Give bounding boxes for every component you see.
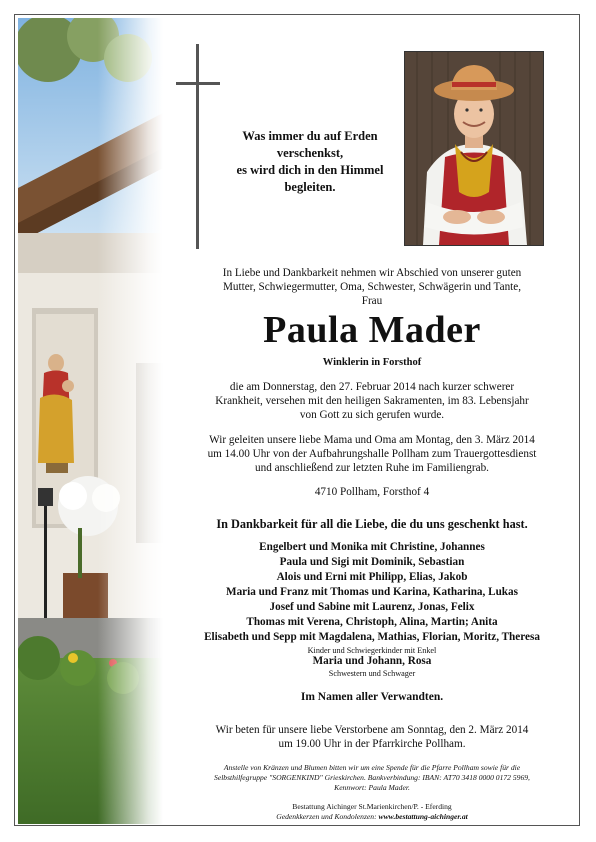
family-line: Elisabeth und Sepp mit Magdalena, Mathias, Florian, Moritz, Theresa [204,631,540,643]
address: 4710 Pollham, Forsthof 4 [314,486,430,498]
undertaker-name: Bestattung Aichinger St.Marienkirchen/P. - Eferding [292,802,452,811]
deceased-subtitle: Winklerin in Forsthof [322,357,422,368]
condolence-label: Gedenkkerzen und Kondolenzen: [276,812,377,821]
siblings-caption: Schwestern und Schwager [328,669,416,678]
notice-line: Anstelle von Kränzen und Blumen bitten wir um eine Spende für die Pfarre Pollham sowie für die [223,763,521,772]
funeral-line: um 14.00 Uhr von der Aufbahrungshalle Pollham zum Trauergottesdienst [207,448,537,460]
funeral-line: Wir geleiten unsere liebe Mama und Oma am Montag, den 3. März 2014 [209,434,535,446]
donation-notice [168,763,576,793]
quote-line: verschenkst, [276,146,344,160]
family-line: Alois und Erni mit Philipp, Elias, Jakob [276,571,468,583]
portrait-photo [404,51,544,246]
family-list [168,540,576,656]
relatives-line: Im Namen aller Verwandten. [300,691,444,703]
mass-line: Wir beten für unsere liebe Verstorbene am Sonntag, den 2. März 2014 [215,724,529,736]
family-line: Paula und Sigi mit Dominik, Sebastian [279,556,465,568]
family-line: Thomas mit Verena, Christoph, Alina, Martin; Anita [246,616,498,628]
memorial-mass [168,723,576,751]
condolence-line [168,812,576,822]
quote-line: begleiten. [284,180,336,194]
thanks-line: In Dankbarkeit für all die Liebe, die du uns geschenkt hast. [216,517,528,531]
family-line: Maria und Franz mit Thomas und Karina, Katharina, Lukas [226,586,518,598]
notice-line: Selbsthilfegruppe "SORGENKIND" Grieskirchen. Bankverbindung: IBAN: AT70 3418 0000 0172 5969, [214,773,530,782]
siblings-names: Maria und Johann, Rosa [312,655,432,667]
notice-line: Kennwort: Paula Mader. [334,783,410,792]
funeral-details [168,433,576,475]
funeral-line: und anschließend zur letzten Ruhe im Familiengrab. [255,462,489,474]
death-announcement [168,380,576,422]
intro-line: Mutter, Schwiegermutter, Oma, Schwester, Schwägerin und Tante, [222,281,522,293]
intro-line: Frau [361,295,383,307]
quote-line: es wird dich in den Himmel [236,163,384,177]
deceased-name: Paula Mader [263,309,481,351]
website-link[interactable]: www.bestattung-aichinger.at [378,812,468,821]
death-line: von Gott zu sich gerufen wurde. [299,409,445,421]
quote-line: Was immer du auf Erden [242,129,378,143]
intro-line: In Liebe und Dankbarkeit nehmen wir Abschied von unserer guten [222,267,522,279]
side-photo [18,18,163,824]
siblings [168,654,576,679]
cross-icon [196,44,199,249]
memorial-quote [215,128,405,196]
family-line: Engelbert und Monika mit Christine, Johannes [259,541,485,553]
intro-text [168,266,576,308]
death-line: Krankheit, versehen mit den heiligen Sakramenten, im 83. Lebensjahr [215,395,529,407]
family-caption: Kinder und Schwiegerkinder mit Enkel [307,646,437,655]
cross-icon-bar [176,82,220,85]
family-line: Josef und Sabine mit Laurenz, Jonas, Felix [269,601,475,613]
death-line: die am Donnerstag, den 27. Februar 2014 nach kurzer schwerer [229,381,515,393]
mass-line: um 19.00 Uhr in der Pfarrkirche Pollham. [278,738,466,750]
undertaker-footer [168,802,576,822]
